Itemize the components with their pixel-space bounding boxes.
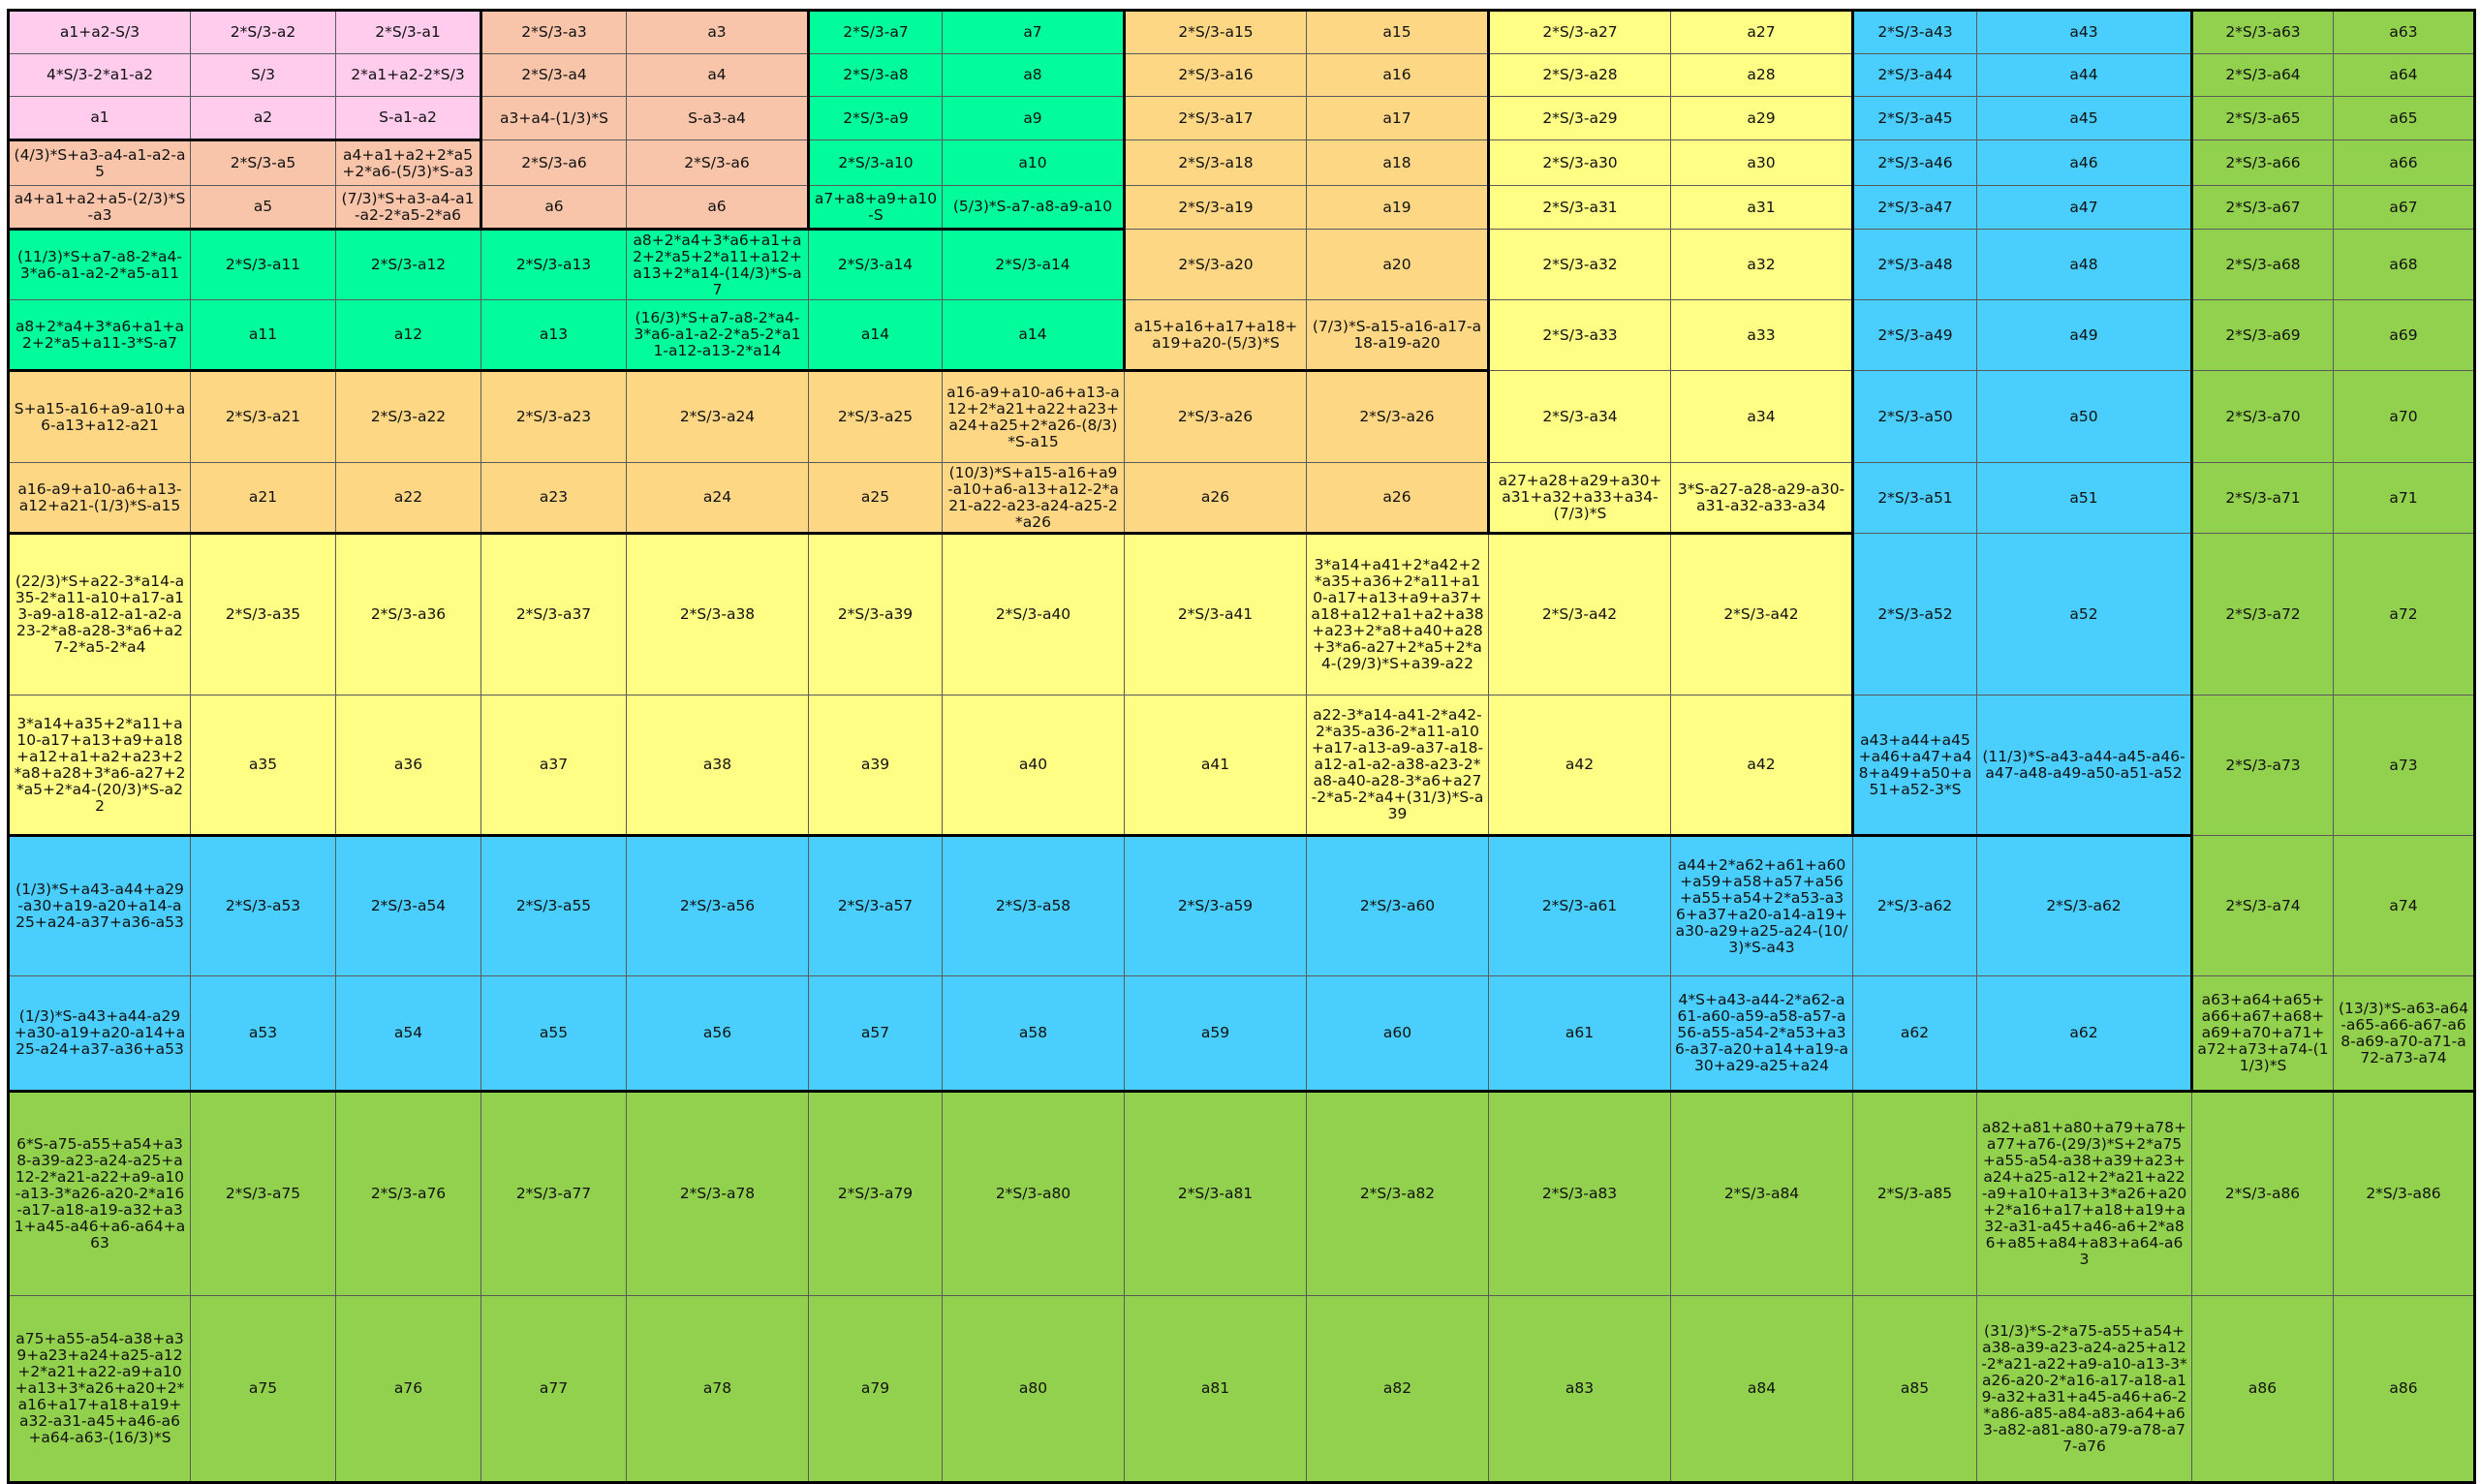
table-cell[interactable]: a41 <box>1125 696 1307 836</box>
table-cell[interactable]: 2*S/3-a36 <box>336 534 481 696</box>
table-cell[interactable]: a72 <box>2334 534 2475 696</box>
table-cell[interactable]: a42 <box>1671 696 1853 836</box>
table-cell[interactable]: a25 <box>809 463 943 534</box>
table-cell[interactable]: a4+a1+a2+2*a5+2*a6-(5/3)*S-a3 <box>336 140 481 186</box>
table-cell[interactable]: a46 <box>1977 140 2192 186</box>
table-cell[interactable]: a70 <box>2334 371 2475 463</box>
table-row <box>9 371 2475 463</box>
table-cell[interactable]: 2*S/3-a63 <box>2192 11 2334 54</box>
table-cell[interactable]: 2*S/3-a21 <box>191 371 336 463</box>
table-cell[interactable]: 6*S-a75-a55+a54+a38-a39-a23-a24-a25+a12-2*a21-a22+a9-a10-a13-3*a26-a20-2*a16-a17-a18-a19-a32+a31+a45-a46+a6-a64+a63 <box>9 1092 191 1296</box>
table-cell[interactable]: 2*S/3-a66 <box>2192 140 2334 186</box>
table-cell[interactable]: 2*S/3-a8 <box>809 54 943 97</box>
table-cell[interactable]: a44 <box>1977 54 2192 97</box>
table-cell[interactable]: 2*S/3-a72 <box>2192 534 2334 696</box>
table-cell[interactable]: 2*S/3-a77 <box>481 1092 627 1296</box>
table-cell[interactable]: 2*S/3-a14 <box>943 230 1125 300</box>
table-cell[interactable]: a8+2*a4+3*a6+a1+a2+2*a5+a11-3*S-a7 <box>9 300 191 371</box>
table-cell[interactable]: 2*S/3-a75 <box>191 1092 336 1296</box>
table-cell[interactable]: 3*a14+a41+2*a42+2*a35+a36+2*a11+a10-a17+a13+a9+a37+a18+a12+a1+a2+a38+a23+2*a8+a40+a28+3*a6-a27+2*a5+2*a4-(29/3)*S+a39-a22 <box>1307 534 1489 696</box>
table-cell[interactable]: a62 <box>1977 976 2192 1092</box>
table-cell[interactable]: 2*S/3-a74 <box>2192 836 2334 976</box>
table-cell[interactable]: a8+2*a4+3*a6+a1+a2+2*a5+2*a11+a12+a13+2*a14-(14/3)*S-a7 <box>627 230 809 300</box>
table-cell[interactable]: a20 <box>1307 230 1489 300</box>
table-cell[interactable]: a83 <box>1489 1296 1671 1483</box>
table-cell[interactable]: a85 <box>1853 1296 1977 1483</box>
table-row <box>9 186 2475 230</box>
table-cell[interactable]: 2*S/3-a6 <box>627 140 809 186</box>
table-cell[interactable]: a19 <box>1307 186 1489 230</box>
table-cell[interactable]: (7/3)*S-a15-a16-a17-a18-a19-a20 <box>1307 300 1489 371</box>
spreadsheet-grid <box>7 9 2476 1484</box>
table-cell[interactable]: a81 <box>1125 1296 1307 1483</box>
table-cell[interactable]: a49 <box>1977 300 2192 371</box>
table-cell[interactable]: 2*S/3-a31 <box>1489 186 1671 230</box>
table-cell[interactable]: a60 <box>1307 976 1489 1092</box>
table-cell[interactable]: a11 <box>191 300 336 371</box>
table-cell[interactable]: 2*S/3-a59 <box>1125 836 1307 976</box>
table-cell[interactable]: a26 <box>1307 463 1489 534</box>
table-row <box>9 1092 2475 1296</box>
table-cell[interactable]: a71 <box>2334 463 2475 534</box>
table-cell[interactable]: a13 <box>481 300 627 371</box>
table-cell[interactable]: a7 <box>943 11 1125 54</box>
table-cell[interactable]: 2*S/3-a73 <box>2192 696 2334 836</box>
table-cell[interactable]: 2*S/3-a53 <box>191 836 336 976</box>
table-cell[interactable]: a15 <box>1307 11 1489 54</box>
table-cell[interactable]: a4 <box>627 54 809 97</box>
table-cell[interactable]: 2*S/3-a29 <box>1489 97 1671 140</box>
table-cell[interactable]: 2*S/3-a82 <box>1307 1092 1489 1296</box>
table-cell[interactable]: 2*S/3-a34 <box>1489 371 1671 463</box>
table-cell[interactable]: a7+a8+a9+a10-S <box>809 186 943 230</box>
table-cell[interactable]: 2*S/3-a48 <box>1853 230 1977 300</box>
table-cell[interactable]: 2*S/3-a27 <box>1489 11 1671 54</box>
table-cell[interactable]: a2 <box>191 97 336 140</box>
table-cell[interactable]: a84 <box>1671 1296 1853 1483</box>
table-cell[interactable]: (10/3)*S+a15-a16+a9-a10+a6-a13+a12-2*a21-a22-a23-a24-a25-2*a26 <box>943 463 1125 534</box>
table-row <box>9 140 2475 186</box>
table-cell[interactable]: 2*S/3-a46 <box>1853 140 1977 186</box>
table-cell[interactable]: 2*S/3-a69 <box>2192 300 2334 371</box>
table-cell[interactable]: 2*S/3-a13 <box>481 230 627 300</box>
table-cell[interactable]: (1/3)*S-a43+a44-a29+a30-a19+a20-a14+a25-a24+a37-a36+a53 <box>9 976 191 1092</box>
table-cell[interactable]: 2*S/3-a39 <box>809 534 943 696</box>
table-row <box>9 696 2475 836</box>
table-cell[interactable]: 2*S/3-a16 <box>1125 54 1307 97</box>
table-cell[interactable]: 2*S/3-a45 <box>1853 97 1977 140</box>
table-cell[interactable]: (31/3)*S-2*a75-a55+a54+a38-a39-a23-a24-a25+a12-2*a21-a22+a9-a10-a13-3*a26-a20-2*a16-a17-a18-a19-a32+a31+a45-a46+a6-2*a86-a85-a84-a83-a64+a63-a82-a81-a80-a79-a78-a77-a76 <box>1977 1296 2192 1483</box>
table-cell[interactable]: a55 <box>481 976 627 1092</box>
table-cell[interactable]: a1 <box>9 97 191 140</box>
table-cell[interactable]: a57 <box>809 976 943 1092</box>
table-cell[interactable]: a50 <box>1977 371 2192 463</box>
table-cell[interactable]: 2*S/3-a81 <box>1125 1092 1307 1296</box>
table-cell[interactable]: a27+a28+a29+a30+a31+a32+a33+a34-(7/3)*S <box>1489 463 1671 534</box>
table-cell[interactable]: 4*S+a43-a44-2*a62-a61-a60-a59-a58-a57-a56-a55-a54-2*a53+a36-a37-a20+a14+a19-a30+a29-a25+a24 <box>1671 976 1853 1092</box>
table-cell[interactable]: a37 <box>481 696 627 836</box>
table-cell[interactable]: a36 <box>336 696 481 836</box>
table-cell[interactable]: 2*S/3-a51 <box>1853 463 1977 534</box>
table-cell[interactable]: 2*S/3-a64 <box>2192 54 2334 97</box>
table-cell[interactable]: a26 <box>1125 463 1307 534</box>
table-cell[interactable]: 2*S/3-a80 <box>943 1092 1125 1296</box>
table-cell[interactable]: a40 <box>943 696 1125 836</box>
table-row <box>9 1296 2475 1483</box>
table-row <box>9 300 2475 371</box>
table-cell[interactable]: 2*S/3-a55 <box>481 836 627 976</box>
table-cell[interactable]: a15+a16+a17+a18+a19+a20-(5/3)*S <box>1125 300 1307 371</box>
table-cell[interactable]: a75 <box>191 1296 336 1483</box>
table-cell[interactable]: a39 <box>809 696 943 836</box>
table-cell[interactable]: 2*S/3-a1 <box>336 11 481 54</box>
table-cell[interactable]: 2*S/3-a76 <box>336 1092 481 1296</box>
table-cell[interactable]: 2*S/3-a4 <box>481 54 627 97</box>
table-cell[interactable]: 2*S/3-a43 <box>1853 11 1977 54</box>
table-cell[interactable]: 2*S/3-a28 <box>1489 54 1671 97</box>
table-cell[interactable]: a22 <box>336 463 481 534</box>
table-cell[interactable]: 2*S/3-a25 <box>809 371 943 463</box>
table-cell[interactable]: a48 <box>1977 230 2192 300</box>
table-cell[interactable]: 2*S/3-a3 <box>481 11 627 54</box>
table-cell[interactable]: a43+a44+a45+a46+a47+a48+a49+a50+a51+a52-3*S <box>1853 696 1977 836</box>
table-cell[interactable]: a79 <box>809 1296 943 1483</box>
table-cell[interactable]: 2*S/3-a44 <box>1853 54 1977 97</box>
table-cell[interactable]: 2*S/3-a85 <box>1853 1092 1977 1296</box>
table-cell[interactable]: a47 <box>1977 186 2192 230</box>
table-cell[interactable]: a28 <box>1671 54 1853 97</box>
table-cell[interactable]: (22/3)*S+a22-3*a14-a35-2*a11-a10+a17-a13-a9-a18-a12-a1-a2-a23-2*a8-a28-3*a6+a27-2*a5-2*a4 <box>9 534 191 696</box>
table-cell[interactable]: a34 <box>1671 371 1853 463</box>
table-cell[interactable]: 2*S/3-a9 <box>809 97 943 140</box>
table-cell[interactable]: a67 <box>2334 186 2475 230</box>
table-cell[interactable]: a23 <box>481 463 627 534</box>
table-cell[interactable]: S-a3-a4 <box>627 97 809 140</box>
table-cell[interactable]: a29 <box>1671 97 1853 140</box>
table-cell[interactable]: a76 <box>336 1296 481 1483</box>
table-cell[interactable]: 2*S/3-a10 <box>809 140 943 186</box>
table-cell[interactable]: a78 <box>627 1296 809 1483</box>
table-cell[interactable]: 2*S/3-a33 <box>1489 300 1671 371</box>
table-cell[interactable]: a17 <box>1307 97 1489 140</box>
table-cell[interactable]: 3*S-a27-a28-a29-a30-a31-a32-a33-a34 <box>1671 463 1853 534</box>
table-cell[interactable]: a8 <box>943 54 1125 97</box>
table-row <box>9 836 2475 976</box>
table-cell[interactable]: 2*S/3-a6 <box>481 140 627 186</box>
table-cell[interactable]: a38 <box>627 696 809 836</box>
table-cell[interactable]: 2*S/3-a70 <box>2192 371 2334 463</box>
table-cell[interactable]: a54 <box>336 976 481 1092</box>
table-cell[interactable]: a6 <box>481 186 627 230</box>
table-cell[interactable]: a18 <box>1307 140 1489 186</box>
table-cell[interactable]: 2*S/3-a83 <box>1489 1092 1671 1296</box>
table-cell[interactable]: a16 <box>1307 54 1489 97</box>
table-cell[interactable]: a51 <box>1977 463 2192 534</box>
table-cell[interactable]: a59 <box>1125 976 1307 1092</box>
table-cell[interactable]: a61 <box>1489 976 1671 1092</box>
table-cell[interactable]: a52 <box>1977 534 2192 696</box>
table-cell[interactable]: 2*S/3-a26 <box>1307 371 1489 463</box>
table-cell[interactable]: 2*S/3-a56 <box>627 836 809 976</box>
table-row <box>9 976 2475 1092</box>
table-cell[interactable]: a22-3*a14-a41-2*a42-2*a35-a36-2*a11-a10+a17-a13-a9-a37-a18-a12-a1-a2-a38-a23-2*a8-a40-a28-3*a6+a27-2*a5-2*a4+(31/3)*S-a39 <box>1307 696 1489 836</box>
table-cell[interactable]: a56 <box>627 976 809 1092</box>
table-cell[interactable]: (16/3)*S+a7-a8-2*a4-3*a6-a1-a2-2*a5-2*a11-a12-a13-2*a14 <box>627 300 809 371</box>
table-cell[interactable]: 2*S/3-a54 <box>336 836 481 976</box>
table-cell[interactable]: S-a1-a2 <box>336 97 481 140</box>
table-cell[interactable]: a5 <box>191 186 336 230</box>
table-cell[interactable]: 2*S/3-a86 <box>2334 1092 2475 1296</box>
table-cell[interactable]: 2*S/3-a14 <box>809 230 943 300</box>
table-cell[interactable]: 2*S/3-a61 <box>1489 836 1671 976</box>
table-cell[interactable]: 2*S/3-a30 <box>1489 140 1671 186</box>
table-cell[interactable]: 2*S/3-a19 <box>1125 186 1307 230</box>
table-cell[interactable]: a3 <box>627 11 809 54</box>
table-cell[interactable]: (5/3)*S-a7-a8-a9-a10 <box>943 186 1125 230</box>
table-cell[interactable]: 2*S/3-a15 <box>1125 11 1307 54</box>
table-cell[interactable]: a82+a81+a80+a79+a78+a77+a76-(29/3)*S+2*a75+a55-a54-a38+a39+a23+a24+a25-a12+2*a21+a22-a9+a10+a13+3*a26+a20+2*a16+a17+a18+a19+a32-a31-a45+a46-a6+2*a86+a85+a84+a83+a64-a63 <box>1977 1092 2192 1296</box>
table-cell[interactable]: 2*S/3-a38 <box>627 534 809 696</box>
table-cell[interactable]: 2*S/3-a22 <box>336 371 481 463</box>
table-cell[interactable]: a14 <box>809 300 943 371</box>
table-cell[interactable]: 2*S/3-a62 <box>1853 836 1977 976</box>
table-cell[interactable]: 2*S/3-a11 <box>191 230 336 300</box>
table-cell[interactable]: 2*S/3-a62 <box>1977 836 2192 976</box>
table-cell[interactable]: a58 <box>943 976 1125 1092</box>
table-cell[interactable]: a45 <box>1977 97 2192 140</box>
table-cell[interactable]: a9 <box>943 97 1125 140</box>
table-cell[interactable]: a6 <box>627 186 809 230</box>
table-cell[interactable]: 2*S/3-a42 <box>1489 534 1671 696</box>
table-cell[interactable]: a66 <box>2334 140 2475 186</box>
table-cell[interactable]: a77 <box>481 1296 627 1483</box>
table-cell[interactable]: 2*S/3-a7 <box>809 11 943 54</box>
table-row <box>9 230 2475 300</box>
table-cell[interactable]: 2*S/3-a40 <box>943 534 1125 696</box>
table-cell[interactable]: 2*S/3-a84 <box>1671 1092 1853 1296</box>
table-cell[interactable]: a80 <box>943 1296 1125 1483</box>
table-cell[interactable]: 2*S/3-a86 <box>2192 1092 2334 1296</box>
table-cell[interactable]: 2*S/3-a24 <box>627 371 809 463</box>
table-cell[interactable]: 2*S/3-a65 <box>2192 97 2334 140</box>
table-row <box>9 97 2475 140</box>
table-cell[interactable]: a4+a1+a2+a5-(2/3)*S-a3 <box>9 186 191 230</box>
table-cell[interactable]: a16-a9+a10-a6+a13-a12+a21-(1/3)*S-a15 <box>9 463 191 534</box>
table-cell[interactable]: 2*S/3-a50 <box>1853 371 1977 463</box>
table-cell[interactable]: (1/3)*S+a43-a44+a29-a30+a19-a20+a14-a25+a24-a37+a36-a53 <box>9 836 191 976</box>
table-cell[interactable]: 3*a14+a35+2*a11+a10-a17+a13+a9+a18+a12+a1+a2+a23+2*a8+a28+3*a6-a27+2*a5+2*a4-(20/3)*S-a22 <box>9 696 191 836</box>
table-cell[interactable]: 2*S/3-a37 <box>481 534 627 696</box>
table-cell[interactable]: a75+a55-a54-a38+a39+a23+a24+a25-a12+2*a21+a22-a9+a10+a13+3*a26+a20+2*a16+a17+a18+a19+a32-a31-a45+a46-a6+a64-a63-(16/3)*S <box>9 1296 191 1483</box>
table-cell[interactable]: a31 <box>1671 186 1853 230</box>
table-cell[interactable]: S/3 <box>191 54 336 97</box>
table-cell[interactable]: 2*S/3-a35 <box>191 534 336 696</box>
table-cell[interactable]: a30 <box>1671 140 1853 186</box>
table-cell[interactable]: a14 <box>943 300 1125 371</box>
table-cell[interactable]: 2*S/3-a68 <box>2192 230 2334 300</box>
table-cell[interactable]: a65 <box>2334 97 2475 140</box>
table-cell[interactable]: 2*S/3-a78 <box>627 1092 809 1296</box>
table-cell[interactable]: 2*S/3-a12 <box>336 230 481 300</box>
table-cell[interactable]: 2*a1+a2-2*S/3 <box>336 54 481 97</box>
table-cell[interactable]: a33 <box>1671 300 1853 371</box>
table-row <box>9 534 2475 696</box>
table-cell[interactable]: (11/3)*S-a43-a44-a45-a46-a47-a48-a49-a50-a51-a52 <box>1977 696 2192 836</box>
table-cell[interactable]: a44+2*a62+a61+a60+a59+a58+a57+a56+a55+a54+2*a53-a36+a37+a20-a14-a19+a30-a29+a25-a24-(10/3)*S-a43 <box>1671 836 1853 976</box>
table-cell[interactable]: (11/3)*S+a7-a8-2*a4-3*a6-a1-a2-2*a5-a11 <box>9 230 191 300</box>
table-cell[interactable]: 2*S/3-a71 <box>2192 463 2334 534</box>
table-cell[interactable]: a73 <box>2334 696 2475 836</box>
table-cell[interactable]: a74 <box>2334 836 2475 976</box>
table-cell[interactable]: a63 <box>2334 11 2475 54</box>
table-cell[interactable]: a27 <box>1671 11 1853 54</box>
table-cell[interactable]: 2*S/3-a41 <box>1125 534 1307 696</box>
table-cell[interactable]: 2*S/3-a5 <box>191 140 336 186</box>
table-row <box>9 54 2475 97</box>
table-cell[interactable]: a42 <box>1489 696 1671 836</box>
table-cell[interactable]: a3+a4-(1/3)*S <box>481 97 627 140</box>
table-cell[interactable]: a43 <box>1977 11 2192 54</box>
table-cell[interactable]: a21 <box>191 463 336 534</box>
table-cell[interactable]: 2*S/3-a79 <box>809 1092 943 1296</box>
table-cell[interactable]: a53 <box>191 976 336 1092</box>
table-cell[interactable]: a82 <box>1307 1296 1489 1483</box>
table-cell[interactable]: 2*S/3-a52 <box>1853 534 1977 696</box>
table-cell[interactable]: 2*S/3-a58 <box>943 836 1125 976</box>
table-cell[interactable]: a86 <box>2192 1296 2334 1483</box>
table-cell[interactable]: a16-a9+a10-a6+a13-a12+2*a21+a22+a23+a24+a25+2*a26-(8/3)*S-a15 <box>943 371 1125 463</box>
table-cell[interactable]: a64 <box>2334 54 2475 97</box>
table-cell[interactable]: (4/3)*S+a3-a4-a1-a2-a5 <box>9 140 191 186</box>
table-cell[interactable]: a32 <box>1671 230 1853 300</box>
table-cell[interactable]: a62 <box>1853 976 1977 1092</box>
table-cell[interactable]: a12 <box>336 300 481 371</box>
table-cell[interactable]: a35 <box>191 696 336 836</box>
table-cell[interactable]: 2*S/3-a17 <box>1125 97 1307 140</box>
table-cell[interactable]: 2*S/3-a2 <box>191 11 336 54</box>
table-row <box>9 463 2475 534</box>
table-cell[interactable]: a68 <box>2334 230 2475 300</box>
table-cell[interactable]: 2*S/3-a20 <box>1125 230 1307 300</box>
table-cell[interactable]: 2*S/3-a42 <box>1671 534 1853 696</box>
table-cell[interactable]: 2*S/3-a23 <box>481 371 627 463</box>
table-cell[interactable]: a69 <box>2334 300 2475 371</box>
table-row <box>9 11 2475 54</box>
table-cell[interactable]: (7/3)*S+a3-a4-a1-a2-2*a5-2*a6 <box>336 186 481 230</box>
table-cell[interactable]: 2*S/3-a26 <box>1125 371 1307 463</box>
table-cell[interactable]: 2*S/3-a57 <box>809 836 943 976</box>
table-cell[interactable]: a1+a2-S/3 <box>9 11 191 54</box>
table-cell[interactable]: 2*S/3-a32 <box>1489 230 1671 300</box>
formula-table <box>7 9 2476 1484</box>
table-cell[interactable]: a24 <box>627 463 809 534</box>
table-cell[interactable]: 2*S/3-a18 <box>1125 140 1307 186</box>
table-cell[interactable]: a86 <box>2334 1296 2475 1483</box>
table-cell[interactable]: 2*S/3-a67 <box>2192 186 2334 230</box>
table-cell[interactable]: 4*S/3-2*a1-a2 <box>9 54 191 97</box>
table-cell[interactable]: 2*S/3-a49 <box>1853 300 1977 371</box>
table-cell[interactable]: S+a15-a16+a9-a10+a6-a13+a12-a21 <box>9 371 191 463</box>
table-cell[interactable]: 2*S/3-a60 <box>1307 836 1489 976</box>
table-cell[interactable]: a10 <box>943 140 1125 186</box>
table-cell[interactable]: a63+a64+a65+a66+a67+a68+a69+a70+a71+a72+a73+a74-(11/3)*S <box>2192 976 2334 1092</box>
table-cell[interactable]: 2*S/3-a47 <box>1853 186 1977 230</box>
table-cell[interactable]: (13/3)*S-a63-a64-a65-a66-a67-a68-a69-a70-a71-a72-a73-a74 <box>2334 976 2475 1092</box>
